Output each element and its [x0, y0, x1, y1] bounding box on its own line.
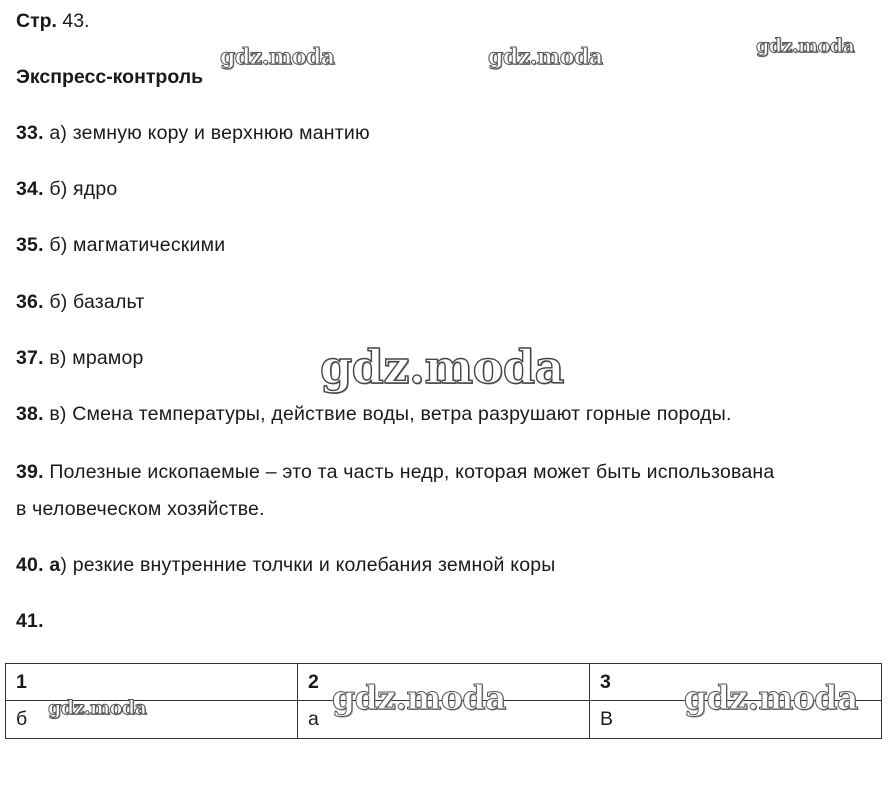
answer-number: 34.	[16, 178, 44, 200]
answer-number: 38.	[16, 403, 44, 425]
answer-table	[5, 663, 882, 739]
answer-number: 37.	[16, 347, 44, 369]
answer-number: 36.	[16, 291, 44, 313]
answer-39-continuation: в человеческом хозяйстве.	[16, 498, 265, 520]
answer-number: 40.	[16, 554, 44, 576]
answer-text: а) земную кору и верхнюю мантию	[43, 122, 370, 144]
table-row	[6, 701, 882, 739]
page-number-end: .	[84, 10, 90, 32]
table-header-cell: 3	[590, 664, 882, 701]
answer-text: б) базальт	[43, 291, 145, 313]
watermark-logo: gdz.moda	[756, 35, 855, 57]
page-title	[16, 10, 90, 33]
table-header-cell: 2	[298, 664, 590, 701]
answer-35	[16, 234, 225, 257]
answer-letter: а	[43, 554, 61, 576]
table-cell: В	[590, 701, 882, 739]
page-label: Стр.	[16, 10, 57, 32]
table-header-cell: 1	[6, 664, 298, 701]
answer-36	[16, 291, 145, 314]
answer-text: б) ядро	[43, 178, 118, 200]
answer-38	[16, 403, 732, 426]
watermark-logo: gdz.moda	[48, 697, 147, 719]
table-cell: а	[298, 701, 590, 739]
watermark-logo: gdz.moda	[320, 340, 564, 394]
answer-41	[16, 610, 44, 633]
watermark-logo: gdz.moda	[488, 44, 603, 70]
answer-40	[16, 554, 556, 577]
answer-text: ) резкие внутренние толчки и колебания земной коры	[60, 554, 556, 576]
table-header-row	[6, 664, 882, 701]
page-number: 43	[62, 10, 85, 32]
watermark-logo: gdz.moda	[220, 44, 335, 70]
answer-text: в) мрамор	[43, 347, 144, 369]
answer-37	[16, 347, 144, 370]
table-cell: б	[6, 701, 298, 739]
answer-39	[16, 461, 774, 484]
answer-text: в) Смена температуры, действие воды, ветра разрушают горные породы.	[43, 403, 732, 425]
answer-number: 35.	[16, 234, 44, 256]
answer-34	[16, 178, 117, 201]
answer-text: Полезные ископаемые – это та часть недр, которая может быть использована	[43, 461, 775, 483]
watermark-logo: gdz.moda	[684, 678, 858, 717]
answer-number: 39.	[16, 461, 44, 483]
answer-text: б) магматическими	[43, 234, 226, 256]
section-title: Экспресс-контроль	[16, 66, 204, 88]
answer-33	[16, 122, 370, 145]
answer-number: 33.	[16, 122, 44, 144]
watermark-logo: gdz.moda	[332, 678, 506, 717]
answer-number: 41.	[16, 610, 44, 632]
